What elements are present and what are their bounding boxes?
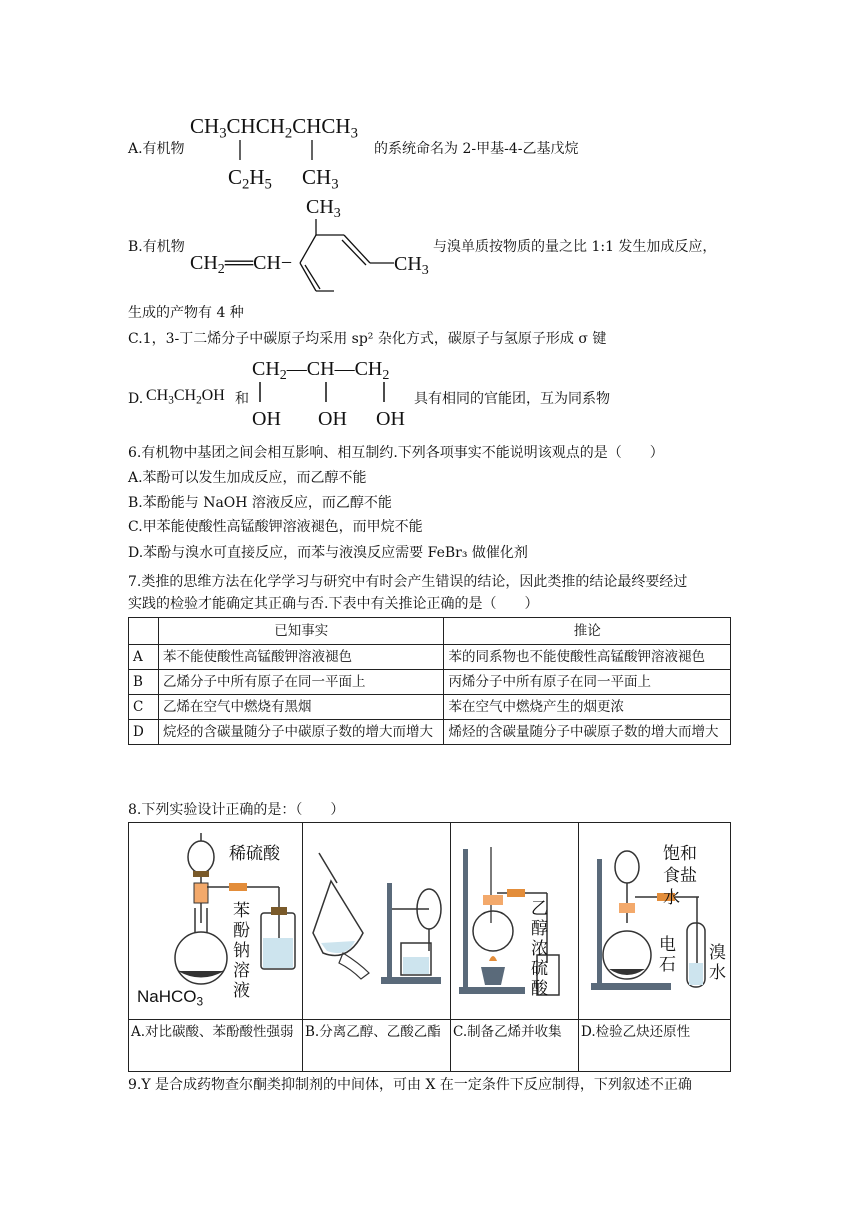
q7-stem-2: 实践的检验才能确定其正确与否.下表中有关推论正确的是（ ）	[128, 596, 539, 612]
label-saturated-brine: 饱和食盐水	[663, 844, 697, 907]
row-label: B	[129, 670, 159, 695]
option-d-prefix: D.	[128, 391, 144, 407]
experiment-a	[129, 823, 303, 1071]
caption-d: D.检验乙炔还原性	[579, 1019, 731, 1071]
branch-methyl: $CH_3$	[302, 165, 339, 193]
q6-option-a: A.苯酚可以发生加成反应，而乙醇不能	[128, 470, 367, 486]
row-fact: 乙烯在空气中燃烧有黑烟	[158, 695, 444, 720]
q7-stem-1: 7.类推的思维方法在化学学习与研究中有时会产生错误的结论，因此类推的结论最终要经过	[128, 574, 688, 590]
option-d-and: 和	[235, 391, 249, 407]
option-d-suffix: 具有相同的官能团，互为同系物	[414, 391, 610, 407]
table-row	[129, 670, 731, 695]
row-fact: 乙烯分子中所有原子在同一平面上	[158, 670, 444, 695]
q6-option-c: C.甲苯能使酸性高锰酸钾溶液褪色，而甲烷不能	[128, 519, 423, 535]
oh-2: OH	[318, 408, 347, 430]
experiment-d	[579, 823, 731, 1071]
row-label: A	[129, 645, 159, 670]
label-nahco3: NaHCO$_3$	[137, 987, 204, 1009]
row-label: C	[129, 695, 159, 720]
row-inference: 丙烯分子中所有原子在同一平面上	[444, 670, 731, 695]
apparatus-b-illustration	[303, 823, 449, 1019]
oh-1: OH	[252, 408, 281, 430]
option-b-suffix: 与溴单质按物质的量之比 1:1 发生加成反应，	[433, 239, 717, 255]
experiment-b	[303, 823, 451, 1071]
q6-stem: 6.有机物中基团之间会相互影响、相互制约.下列各项事实不能说明该观点的是（ ）	[128, 445, 664, 461]
option-c-text: C.1，3-丁二烯分子中碳原子均采用 sp² 杂化方式，碳原子与氢原子形成 σ 键	[128, 331, 607, 347]
row-fact: 苯不能使酸性高锰酸钾溶液褪色	[158, 645, 444, 670]
option-a-prefix: A.有机物	[128, 141, 185, 157]
label-calcium-carbide: 电石	[659, 935, 676, 974]
caption-a: A.对比碳酸、苯酚酸性强弱	[129, 1019, 302, 1071]
option-b-prefix: B.有机物	[128, 239, 185, 255]
apparatus-d-illustration	[579, 823, 731, 1019]
label-phenoxide-solution: 苯酚钠溶液	[233, 901, 250, 1000]
branch-ethyl: $C_2H_5$	[228, 165, 272, 193]
experiment-c	[451, 823, 579, 1071]
vinyl-group: $CH_2══CH-$	[190, 252, 293, 278]
label-bromine-water: 溴水	[709, 943, 726, 982]
inference-table	[128, 617, 731, 745]
row-inference: 苯的同系物也不能使酸性高锰酸钾溶液褪色	[444, 645, 731, 670]
label-dilute-acid: 稀硫酸	[229, 844, 280, 863]
glycerol-bonds	[250, 380, 410, 406]
oh-3: OH	[376, 408, 405, 430]
caption-c: C.制备乙烯并收集	[451, 1019, 578, 1071]
glycerol-chain: $CH_2—CH—CH_2$	[252, 358, 390, 384]
q6-option-d: D.苯酚与溴水可直接反应，而苯与液溴反应需要 FeBr₃ 做催化剂	[128, 545, 528, 561]
row-inference: 烯烃的含碳量随分子中碳原子数的增大而增大	[444, 720, 731, 745]
header-inference: 推论	[444, 618, 731, 645]
row-inference: 苯在空气中燃烧产生的烟更浓	[444, 695, 731, 720]
header-fact: 已知事实	[158, 618, 444, 645]
experiment-grid	[128, 822, 731, 1072]
row-label: D	[129, 720, 159, 745]
ethanol-formula: $CH_3CH_2OH$	[146, 387, 225, 407]
label-ethanol-sulfuric: 乙醇浓硫酸	[531, 899, 548, 998]
table-header-row	[129, 618, 731, 645]
branch-bonds	[230, 138, 330, 164]
table-row	[129, 695, 731, 720]
apparatus-c-illustration	[451, 823, 577, 1019]
q9-stem: 9.Y 是合成药物查尔酮类抑制剂的中间体，可由 X 在一定条件下反应制得，下列叙述不正确	[128, 1077, 692, 1093]
table-row	[129, 645, 731, 670]
row-fact: 烷烃的含碳量随分子中碳原子数的增大而增大	[158, 720, 444, 745]
option-a-suffix: 的系统命名为 2-甲基-4-乙基戊烷	[374, 141, 579, 157]
methyl-right: $CH_3$	[394, 253, 429, 279]
table-row	[129, 720, 731, 745]
caption-b: B.分离乙醇、乙酸乙酯	[303, 1019, 450, 1071]
methyl-top: $CH_3$	[306, 196, 341, 222]
option-b-continuation: 生成的产物有 4 种	[128, 305, 244, 321]
structure-main-chain: $CH_3CHCH_2CHCH_3$	[190, 114, 358, 142]
q6-option-b: B.苯酚能与 NaOH 溶液反应，而乙醇不能	[128, 495, 392, 511]
diene-bonds	[284, 215, 394, 295]
q8-stem: 8.下列实验设计正确的是：（ ）	[128, 802, 345, 818]
header-blank	[129, 618, 159, 645]
